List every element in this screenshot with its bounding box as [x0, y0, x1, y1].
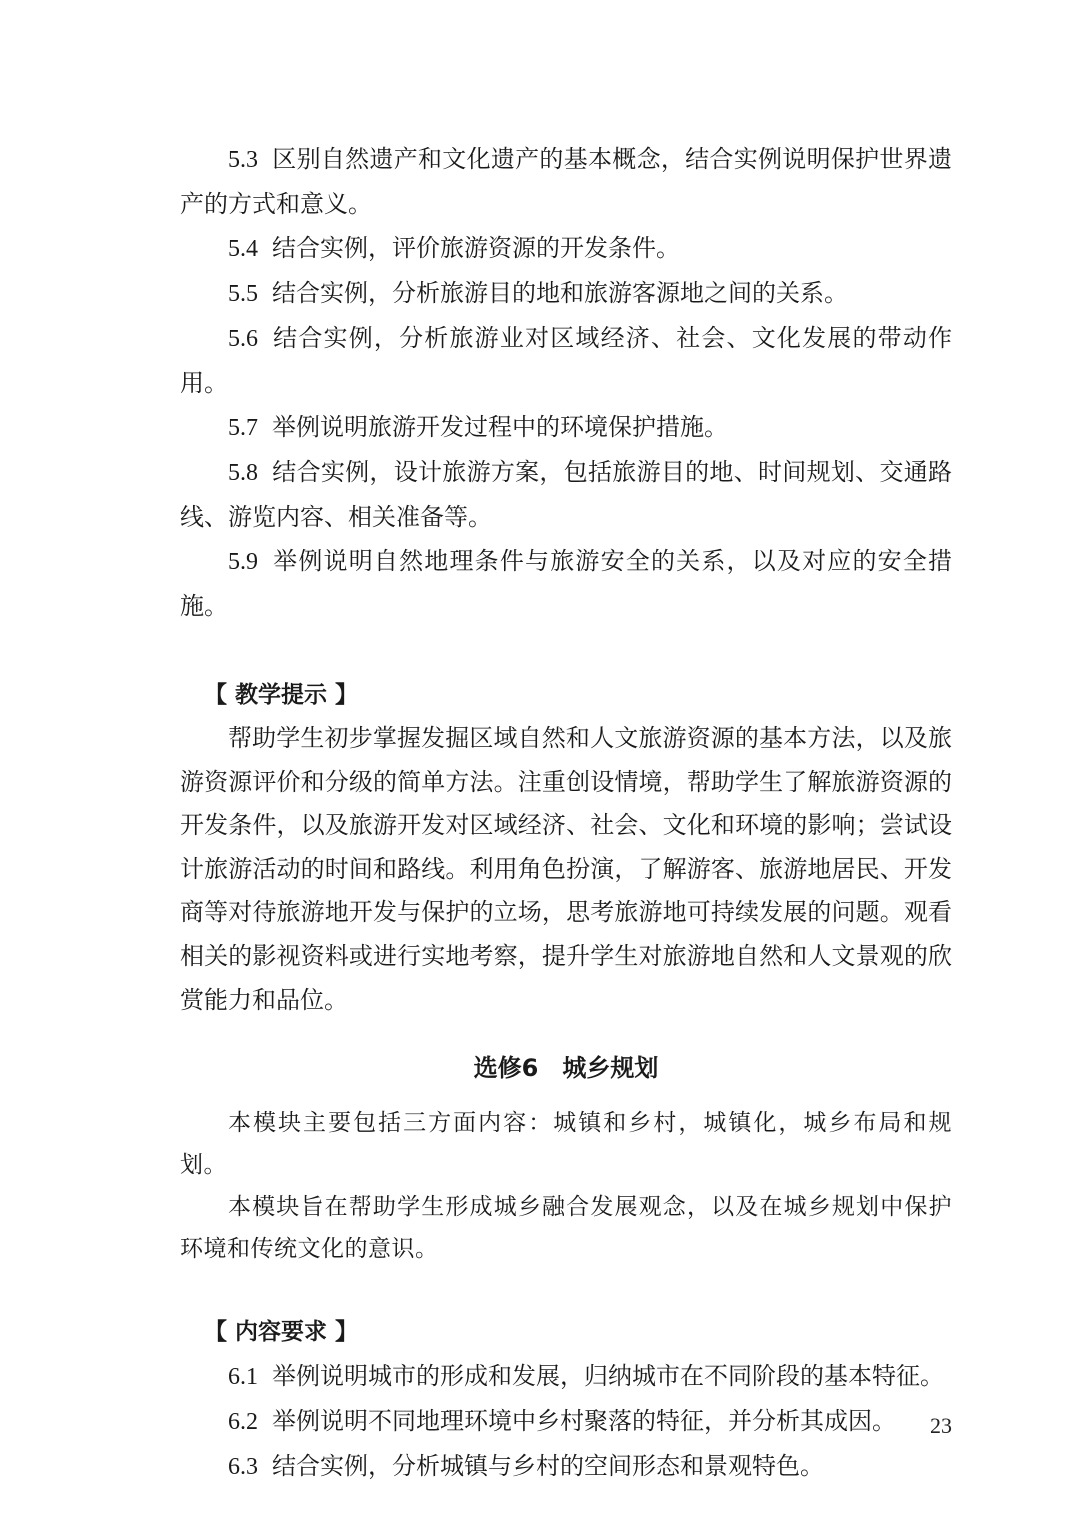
section-spacer: [180, 1090, 952, 1102]
item-text: 结合实例，分析旅游业对区域经济、社会、文化发展的带动作用。: [180, 324, 952, 397]
module-title-prefix: 选修6: [473, 1054, 539, 1083]
teaching-tips-heading: 【 教学提示 】: [204, 682, 359, 708]
item-number: 5.9: [228, 549, 258, 575]
item-number: 5.5: [228, 281, 258, 307]
module-title-name: 城乡规划: [562, 1054, 659, 1083]
requirement-5-6: [180, 316, 952, 405]
item-text: 举例说明不同地理环境中乡村聚落的特征，并分析其成因。: [272, 1407, 896, 1436]
requirement-5-7: [180, 405, 952, 450]
item-number: 6.1: [228, 1364, 258, 1391]
requirement-6-3: [180, 1444, 952, 1489]
item-text: 结合实例，设计旅游方案，包括旅游目的地、时间规划、交通路线、游览内容、相关准备等。: [180, 458, 952, 531]
item-text: 举例说明自然地理条件与旅游安全的关系，以及对应的安全措施。: [180, 547, 952, 620]
requirement-5-5: [180, 271, 952, 316]
requirement-5-3: [180, 137, 952, 226]
document-page: [180, 137, 952, 1489]
section-spacer: [180, 1270, 952, 1310]
content-requirements-heading: 【 内容要求 】: [204, 1319, 359, 1346]
requirement-5-9: [180, 539, 952, 628]
module6-requirements: [180, 1354, 952, 1489]
section5-requirements: [180, 137, 952, 628]
item-number: 5.8: [228, 460, 258, 486]
requirement-5-8: [180, 450, 952, 539]
section-spacer: [180, 628, 952, 673]
requirement-5-4: [180, 226, 952, 271]
item-number: 5.3: [228, 147, 258, 173]
item-text: 结合实例，评价旅游资源的开发条件。: [272, 234, 680, 262]
item-text: 结合实例，分析旅游目的地和旅游客源地之间的关系。: [272, 279, 848, 307]
item-number: 5.7: [228, 415, 258, 441]
teaching-tips-paragraph: 帮助学生初步掌握发掘区域自然和人文旅游资源的基本方法，以及旅游资源评价和分级的简单方法。注重创设情境，帮助学生了解旅游资源的开发条件，以及旅游开发对区域经济、社会、文化和环境的影响；尝试设计旅游活动的时间和路线。利用角色扮演，了解游客、旅游地居民、开发商等对待旅游地开发与保护的立场，思考旅游地可持续发展的问题。观看相关的影视资料或进行实地考察，提升学生对旅游地自然和人文景观的欣赏能力和品位。: [180, 724, 952, 1014]
item-text: 区别自然遗产和文化遗产的基本概念，结合实例说明保护世界遗产的方式和意义。: [180, 145, 952, 218]
page-number: 23: [930, 1413, 952, 1438]
item-text: 结合实例，分析城镇与乡村的空间形态和景观特色。: [272, 1452, 824, 1481]
requirement-6-1: [180, 1354, 952, 1399]
requirement-6-2: [180, 1399, 952, 1444]
module-intro-2: 本模块旨在帮助学生形成城乡融合发展观念，以及在城乡规划中保护环境和传统文化的意识。: [180, 1194, 952, 1263]
section-spacer: [180, 1022, 952, 1046]
item-number: 5.4: [228, 236, 258, 262]
item-number: 6.2: [228, 1409, 258, 1436]
module-title: [180, 1046, 952, 1090]
item-number: 5.6: [228, 326, 258, 352]
item-number: 6.3: [228, 1454, 258, 1481]
item-text: 举例说明旅游开发过程中的环境保护措施。: [272, 413, 728, 441]
item-text: 举例说明城市的形成和发展，归纳城市在不同阶段的基本特征。: [272, 1362, 944, 1391]
module-intro-1: 本模块主要包括三方面内容：城镇和乡村，城镇化，城乡布局和规划。: [180, 1110, 952, 1179]
